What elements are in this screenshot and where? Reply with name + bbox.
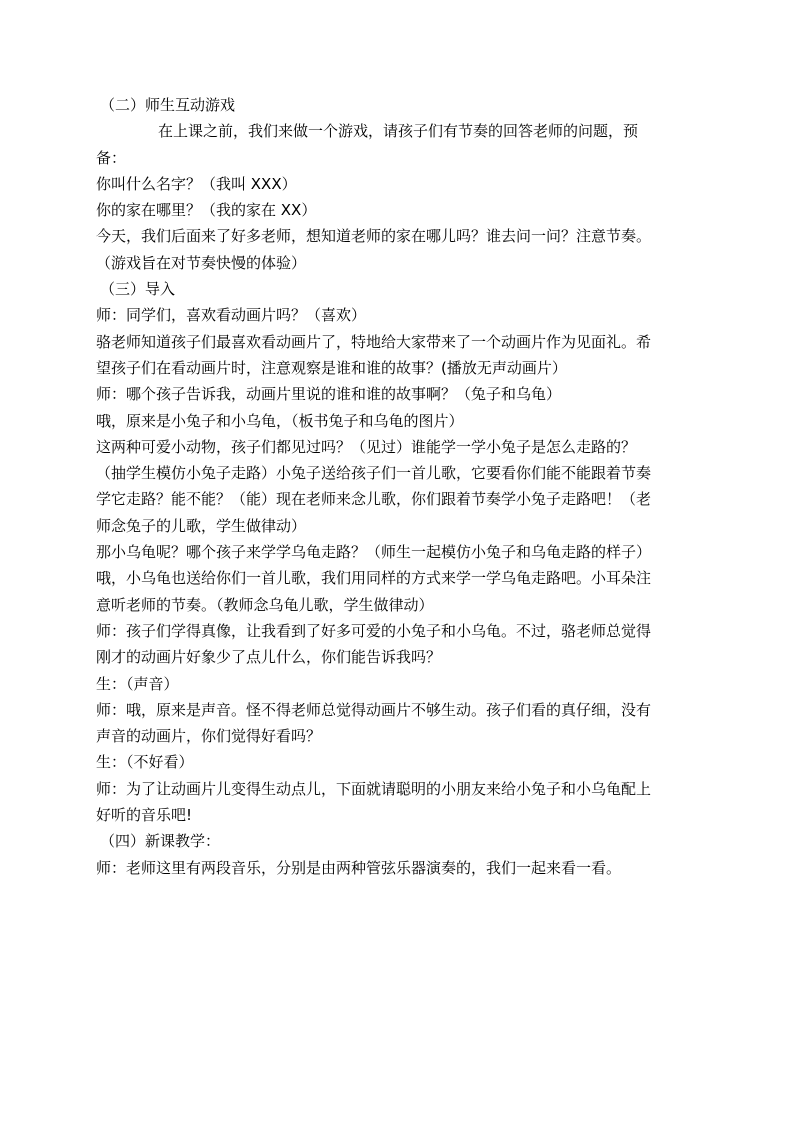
paragraph-line: 骆老师知道孩子们最喜欢看动画片了，特地给大家带来了一个动画片作为见面礼。希 xyxy=(96,332,652,351)
paragraph-line: 学它走路？能不能？（能）现在老师来念儿歌，你们跟着节奏学小兔子走路吧！（老 xyxy=(96,490,652,509)
paragraph-line: （抽学生模仿小兔子走路）小兔子送给孩子们一首儿歌，它要看你们能不能跟着节奏 xyxy=(96,464,652,483)
paragraph-line: 哦，小乌龟也送给你们一首儿歌，我们用同样的方式来学一学乌龟走路吧。小耳朵注 xyxy=(96,569,652,588)
paragraph-line: 你的家在哪里？（我的家在 XX） xyxy=(96,201,317,220)
paragraph-line: 声音的动画片，你们觉得好看吗？ xyxy=(96,727,322,746)
paragraph-line: 师：哪个孩子告诉我，动画片里说的谁和谁的故事啊？（兔子和乌龟） xyxy=(96,385,562,404)
section-heading: （二）师生互动游戏 xyxy=(100,96,236,114)
paragraph-line: 哦，原来是小兔子和小乌龟，（板书兔子和乌龟的图片） xyxy=(96,411,464,430)
paragraph-line: 师念兔子的儿歌，学生做律动） xyxy=(96,516,307,535)
paragraph-line: 好听的音乐吧! xyxy=(96,806,193,825)
paragraph-line: 刚才的动画片好象少了点儿什么，你们能告诉我吗？ xyxy=(96,648,442,667)
paragraph-line: 师：同学们，喜欢看动画片吗？（喜欢） xyxy=(96,306,367,325)
paragraph-line: 师：孩子们学得真像，让我看到了好多可爱的小兔子和小乌龟。不过，骆老师总觉得 xyxy=(96,621,652,640)
section-heading: （四）新课教学： xyxy=(100,832,221,851)
paragraph-line: 那小乌龟呢？哪个孩子来学学乌龟走路？（师生一起模仿小兔子和乌龟走路的样子） xyxy=(96,543,652,562)
paragraph-line: 师：哦，原来是声音。怪不得老师总觉得动画片不够生动。孩子们看的真仔细，没有 xyxy=(96,700,652,719)
section-heading: （三）导入 xyxy=(100,280,176,299)
paragraph-line: 生：（声音） xyxy=(96,674,179,693)
paragraph-line: （游戏旨在对节奏快慢的体验） xyxy=(96,253,307,272)
paragraph-line: 今天，我们后面来了好多老师，想知道老师的家在哪儿吗？谁去问一问？注意节奏。 xyxy=(96,227,652,246)
paragraph-line: 你叫什么名字？（我叫 XXX） xyxy=(96,174,297,193)
paragraph-line: 在上课之前，我们来做一个游戏，请孩子们有节奏的回答老师的问题，预 xyxy=(158,122,639,141)
paragraph-line: 师：老师这里有两段音乐，分别是由两种管弦乐器演奏的，我们一起来看一看。 xyxy=(96,858,622,877)
paragraph-line: 生：（不好看） xyxy=(96,753,194,772)
paragraph-line: 备： xyxy=(96,148,127,167)
paragraph-line: 意听老师的节奏。（教师念乌龟儿歌，学生做律动） xyxy=(96,595,434,614)
paragraph-line: 这两种可爱小动物，孩子们都见过吗？（见过）谁能学一学小兔子是怎么走路的？ xyxy=(96,437,637,456)
paragraph-line: 望孩子们在看动画片时，注意观察是谁和谁的故事？(播放无声动画片） xyxy=(96,358,567,377)
paragraph-line: 师：为了让动画片儿变得生动点儿，下面就请聪明的小朋友来给小兔子和小乌龟配上 xyxy=(96,779,652,798)
document-page xyxy=(96,92,698,881)
